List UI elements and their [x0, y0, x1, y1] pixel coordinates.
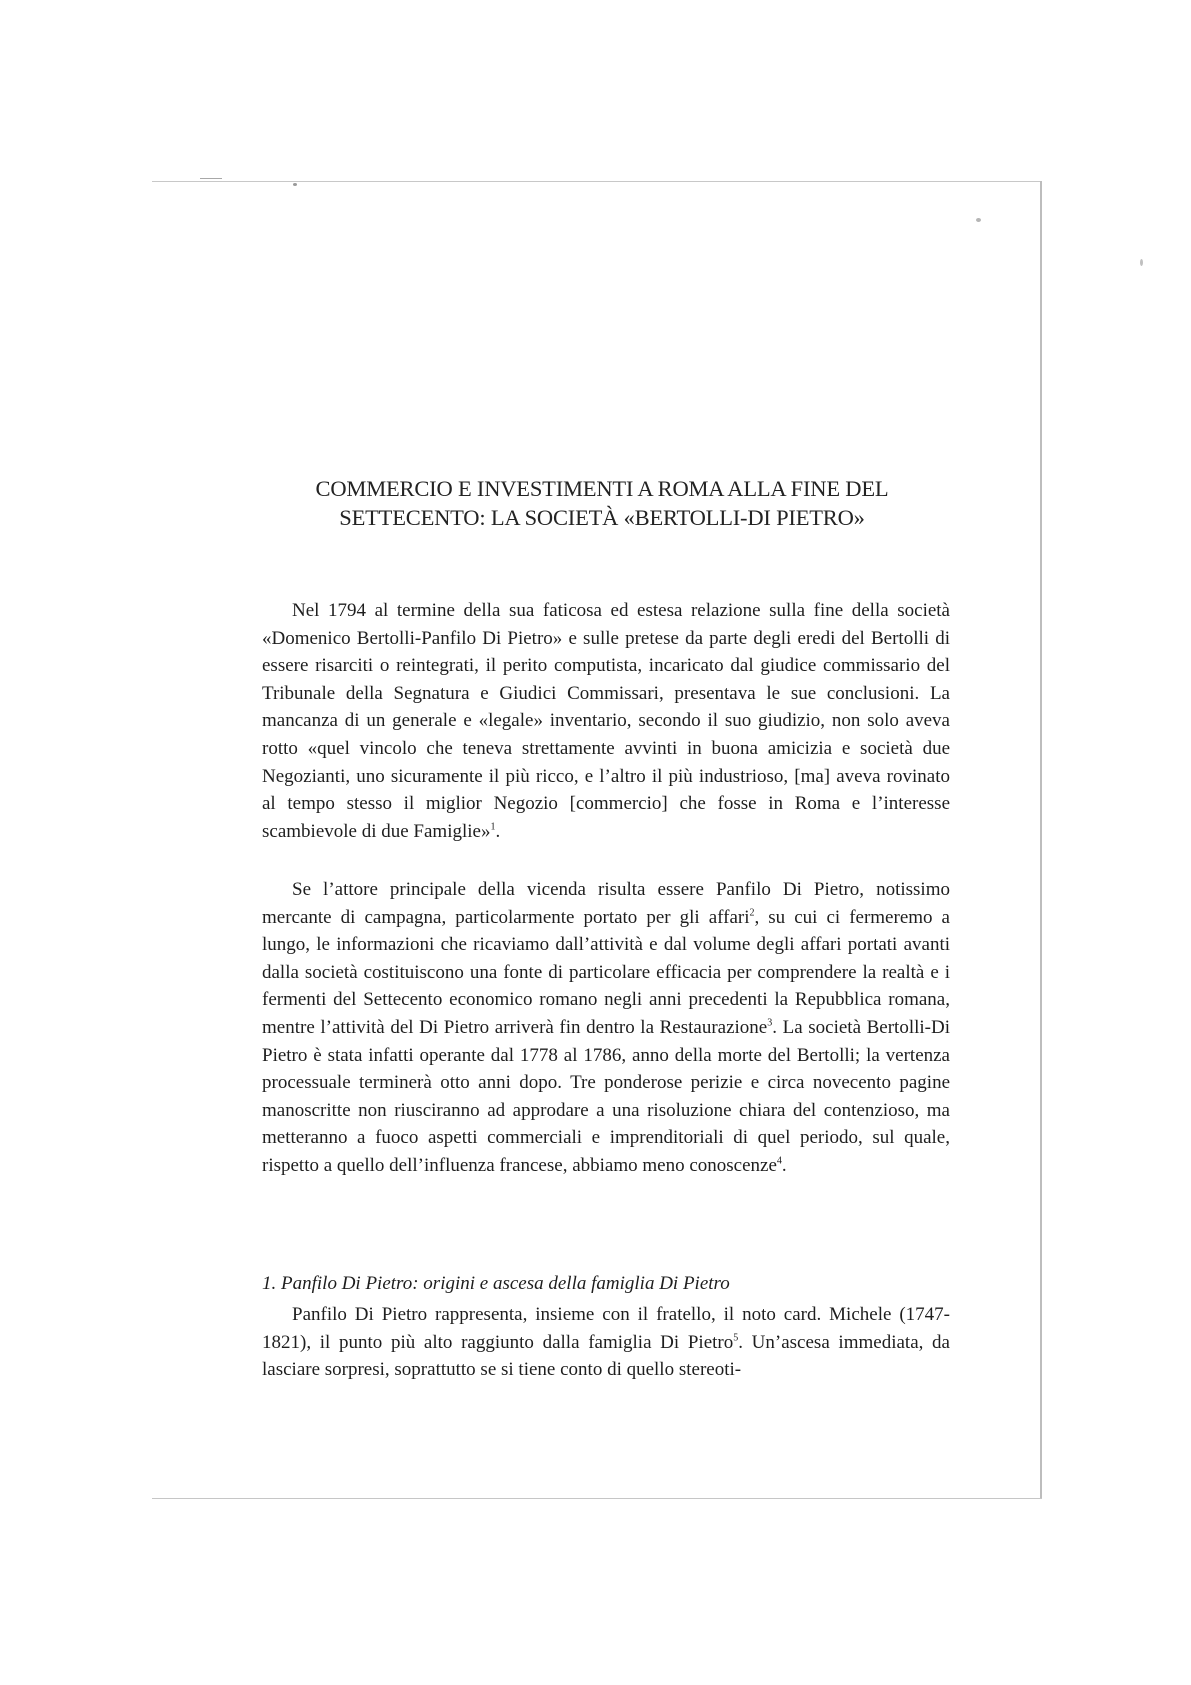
scan-speck [1140, 259, 1143, 266]
footnote-ref-1: 1 [490, 821, 496, 833]
footnote-ref-4: 4 [776, 1155, 782, 1167]
paragraph-3-part-1: Panfilo Di Pietro rappresenta, insieme con il fratello, il noto card. Michele (1747-1821), il punto più alto raggiunto dalla famiglia Di Pietro [262, 1304, 950, 1353]
paragraph-2-part-1: Se l’attore principale della vicenda risulta essere Panfilo Di Pietro, notissimo mercante di campagna, particolarmente portato per gli affari [262, 879, 950, 928]
title-line-2: SETTECENTO: LA SOCIETÀ «BERTOLLI-DI PIETRO» [339, 505, 865, 530]
paragraph-2-part-2: , su cui ci fermeremo a lungo, le informazioni che ricaviamo dall’attività e dal volume degli affari portati avanti dalla società costituiscono una fonte di particolare efficacia per comprendere la realtà e i fermenti del Settecento economico romano negli anni precedenti la Repubblica romana, mentre l’attività del Di Pietro arriverà fin dentro la Restaurazione [262, 906, 950, 1038]
paragraph-1-body: Nel 1794 al termine della sua faticosa ed estesa relazione sulla fine della società «Domenico Bertolli-Panfilo Di Pietro» e sulle pretese da parte degli eredi del Bertolli di essere risarciti o reintegrati, il perito computista, incaricato dal giudice commissario del Tribunale della Segnatura e Giudici Commissari, presentava le sue conclusioni. La mancanza di un generale e «legale» inventario, secondo il suo giudizio, non solo aveva rotto «quel vincolo che teneva strettamente avvinti in buona amicizia e società due Negozianti, uno sicuramente il più ricco, e l’altro il più industrioso, [ma] aveva rovinato al tempo stesso il miglior Negozio [commercio] che fosse in Roma e l’interesse scambievole di due Famiglie» [262, 600, 950, 842]
sheet-edge-top [152, 181, 1040, 182]
sheet-edge-bottom [152, 1498, 1042, 1499]
paragraph-3-text [262, 1301, 950, 1384]
paragraph-2-part-4: . [781, 1154, 787, 1176]
scan-mark [200, 178, 222, 179]
paragraph-1 [262, 597, 950, 845]
footnote-ref-5: 5 [733, 1332, 739, 1344]
paragraph-3-part-2: . Un’ascesa immediata, da lasciare sorpresi, soprattutto se si tiene conto di quello stereoti- [262, 1331, 950, 1381]
paragraph-2-text [262, 876, 950, 1180]
footnote-ref-3: 3 [767, 1017, 773, 1029]
scan-speck [293, 183, 297, 186]
scan-speck [976, 218, 981, 222]
footnote-ref-2: 2 [749, 907, 755, 919]
paragraph-2-part-3: . La società Bertolli-Di Pietro è stata infatti operante dal 1778 al 1786, anno della morte del Bertolli; la vertenza processuale terminerà otto anni dopo. Tre ponderose perizie e circa novecento pagine manoscritte non riusciranno ad approdare a una risoluzione chiara del contenzioso, ma metteranno a fuoco aspetti commerciali e imprenditoriali di quel periodo, sul quale, rispetto a quello dell’influenza francese, abbiamo meno conoscenze [262, 1016, 950, 1176]
title-line-1: COMMERCIO E INVESTIMENTI A ROMA ALLA FINE DEL [315, 476, 889, 501]
paragraph-3 [262, 1301, 950, 1384]
section-heading: 1. Panfilo Di Pietro: origini e ascesa della famiglia Di Pietro [262, 1273, 730, 1294]
sheet-edge-right [1040, 181, 1042, 1499]
paragraph-2 [262, 876, 950, 1180]
page-title [262, 474, 942, 532]
paragraph-1-text: Nel 1794 al termine della sua faticosa ed estesa relazione sulla fine della società «Domenico Bertolli-Panfilo Di Pietro» e sulle pretese da parte degli eredi del Bertolli di essere risarciti o reintegrati, il perito computista, incaricato dal giudice commissario del Tribunale della Segnatura e Giudici Commissari, presentava le sue conclusioni. La mancanza di un generale e «legale» inventario, secondo il suo giudizio, non solo aveva rotto «quel vincolo che teneva strettamente avvinti in buona amicizia e società due Negozianti, uno sicuramente il più ricco, e l’altro il più industrioso, [ma] aveva rovinato al tempo stesso il miglior Negozio [commercio] che fosse in Roma e l’interesse scambievole di due Famiglie»$^1$. [262, 600, 950, 842]
